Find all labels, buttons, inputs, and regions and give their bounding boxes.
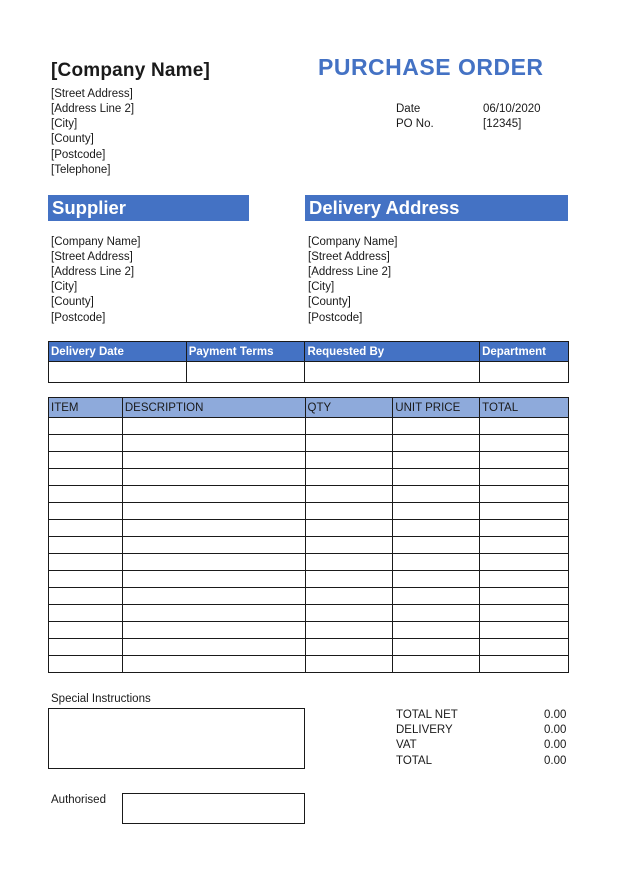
grand-total-label: TOTAL: [396, 755, 432, 767]
line-item-cell[interactable]: [122, 469, 305, 486]
document-title: PURCHASE ORDER: [318, 54, 544, 80]
table-row: [49, 622, 569, 639]
order-info-table: [48, 341, 569, 383]
grand-total-value: 0.00: [544, 755, 567, 767]
vat-label: VAT: [396, 739, 417, 751]
line-item-cell[interactable]: [393, 588, 480, 605]
line-item-cell[interactable]: [49, 554, 123, 571]
line-item-cell[interactable]: [305, 554, 393, 571]
delivery-value: 0.00: [544, 724, 567, 736]
line-item-cell[interactable]: [305, 605, 393, 622]
sender-address-line: [Address Line 2]: [51, 103, 135, 115]
table-row: [49, 554, 569, 571]
item-header: ITEM: [49, 398, 123, 418]
sender-address-line: [County]: [51, 133, 94, 145]
line-item-cell[interactable]: [480, 571, 569, 588]
line-item-cell[interactable]: [393, 639, 480, 656]
authorised-signature-box[interactable]: [122, 793, 305, 824]
line-item-cell[interactable]: [122, 520, 305, 537]
line-item-cell[interactable]: [305, 435, 393, 452]
line-item-cell[interactable]: [480, 605, 569, 622]
line-item-cell[interactable]: [49, 486, 123, 503]
line-item-cell[interactable]: [122, 588, 305, 605]
line-item-cell[interactable]: [393, 469, 480, 486]
line-item-cell[interactable]: [480, 503, 569, 520]
payment-terms-header: Payment Terms: [186, 342, 305, 362]
line-item-cell[interactable]: [49, 537, 123, 554]
line-item-cell[interactable]: [305, 452, 393, 469]
line-item-cell[interactable]: [122, 571, 305, 588]
delivery-address-heading: Delivery Address: [305, 195, 568, 221]
po-number-value: [12345]: [483, 118, 522, 130]
line-item-cell[interactable]: [305, 588, 393, 605]
total-net-label: TOTAL NET: [396, 709, 458, 721]
unit-price-header: UNIT PRICE: [393, 398, 480, 418]
line-item-cell[interactable]: [393, 520, 480, 537]
authorised-label: Authorised: [51, 794, 106, 806]
line-item-cell[interactable]: [122, 452, 305, 469]
delivery-line: [Company Name]: [308, 236, 398, 248]
company-name: [Company Name]: [51, 60, 211, 81]
table-row: [49, 571, 569, 588]
line-item-cell[interactable]: [393, 605, 480, 622]
line-item-cell[interactable]: [122, 554, 305, 571]
line-item-cell[interactable]: [393, 435, 480, 452]
sender-address-line: [City]: [51, 118, 78, 130]
delivery-line: [Address Line 2]: [308, 266, 392, 278]
table-row: [49, 435, 569, 452]
line-item-cell[interactable]: [480, 588, 569, 605]
line-item-cell[interactable]: [122, 418, 305, 435]
table-row: [49, 452, 569, 469]
table-row: [49, 656, 569, 673]
line-item-cell[interactable]: [393, 503, 480, 520]
line-item-cell[interactable]: [49, 656, 123, 673]
line-item-cell[interactable]: [480, 656, 569, 673]
line-item-cell[interactable]: [393, 554, 480, 571]
table-row: [49, 588, 569, 605]
line-item-cell[interactable]: [480, 452, 569, 469]
delivery-line: [County]: [308, 296, 351, 308]
line-item-cell[interactable]: [49, 605, 123, 622]
line-item-cell[interactable]: [480, 418, 569, 435]
line-item-cell[interactable]: [122, 503, 305, 520]
line-item-cell[interactable]: [393, 418, 480, 435]
sender-address-line: [Street Address]: [51, 88, 133, 100]
table-row: [49, 605, 569, 622]
sender-address-line: [Telephone]: [51, 164, 111, 176]
line-item-cell[interactable]: [305, 469, 393, 486]
line-item-cell[interactable]: [480, 435, 569, 452]
special-instructions-label: Special Instructions: [51, 693, 151, 705]
date-value: 06/10/2020: [483, 103, 541, 115]
line-item-cell[interactable]: [305, 537, 393, 554]
line-items-body: [49, 418, 569, 673]
line-item-cell[interactable]: [305, 486, 393, 503]
delivery-line: [City]: [308, 281, 335, 293]
supplier-line: [Street Address]: [51, 251, 133, 263]
line-item-cell[interactable]: [49, 435, 123, 452]
line-item-cell[interactable]: [480, 469, 569, 486]
line-item-cell[interactable]: [49, 452, 123, 469]
payment-terms-cell[interactable]: [186, 362, 305, 383]
table-row: [49, 469, 569, 486]
line-item-cell[interactable]: [122, 639, 305, 656]
line-item-cell[interactable]: [480, 554, 569, 571]
line-item-cell[interactable]: [122, 656, 305, 673]
date-label: Date: [396, 103, 421, 115]
line-item-cell[interactable]: [49, 571, 123, 588]
supplier-heading: Supplier: [48, 195, 249, 221]
line-item-cell[interactable]: [305, 503, 393, 520]
requested-by-cell[interactable]: [305, 362, 480, 383]
line-item-cell[interactable]: [393, 537, 480, 554]
line-item-cell[interactable]: [480, 639, 569, 656]
special-instructions-box[interactable]: [48, 708, 305, 769]
supplier-line: [County]: [51, 296, 94, 308]
line-item-cell[interactable]: [122, 622, 305, 639]
line-item-cell[interactable]: [49, 469, 123, 486]
delivery-line: [Postcode]: [308, 312, 363, 324]
description-header: DESCRIPTION: [122, 398, 305, 418]
total-net-value: 0.00: [544, 709, 567, 721]
line-item-cell[interactable]: [393, 452, 480, 469]
line-item-cell[interactable]: [480, 537, 569, 554]
line-item-cell[interactable]: [393, 571, 480, 588]
line-item-cell[interactable]: [122, 605, 305, 622]
line-item-cell[interactable]: [393, 656, 480, 673]
delivery-date-header: Delivery Date: [49, 342, 187, 362]
line-item-cell[interactable]: [122, 435, 305, 452]
supplier-line: [Company Name]: [51, 236, 141, 248]
line-item-cell[interactable]: [49, 418, 123, 435]
line-item-cell[interactable]: [480, 486, 569, 503]
delivery-line: [Street Address]: [308, 251, 390, 263]
supplier-line: [Postcode]: [51, 312, 106, 324]
table-row: [49, 639, 569, 656]
table-row: [49, 418, 569, 435]
line-item-cell[interactable]: [305, 639, 393, 656]
table-row: [49, 520, 569, 537]
department-cell[interactable]: [480, 362, 569, 383]
supplier-line: [Address Line 2]: [51, 266, 135, 278]
requested-by-header: Requested By: [305, 342, 480, 362]
line-item-cell[interactable]: [480, 520, 569, 537]
total-header: TOTAL: [480, 398, 569, 418]
line-item-cell[interactable]: [122, 537, 305, 554]
line-item-cell[interactable]: [393, 622, 480, 639]
table-row: [49, 503, 569, 520]
vat-value: 0.00: [544, 739, 567, 751]
department-header: Department: [480, 342, 569, 362]
table-row: [49, 537, 569, 554]
line-item-cell[interactable]: [122, 486, 305, 503]
line-item-cell[interactable]: [49, 503, 123, 520]
line-item-cell[interactable]: [305, 571, 393, 588]
line-item-cell[interactable]: [393, 486, 480, 503]
line-item-cell[interactable]: [49, 622, 123, 639]
qty-header: QTY: [305, 398, 393, 418]
po-number-label: PO No.: [396, 118, 434, 130]
line-items-table: [48, 397, 569, 673]
line-item-cell[interactable]: [305, 622, 393, 639]
line-item-cell[interactable]: [305, 656, 393, 673]
line-item-cell[interactable]: [305, 418, 393, 435]
table-row: [49, 486, 569, 503]
line-item-cell[interactable]: [480, 622, 569, 639]
delivery-label: DELIVERY: [396, 724, 453, 736]
line-item-cell[interactable]: [49, 639, 123, 656]
line-item-cell[interactable]: [49, 520, 123, 537]
supplier-line: [City]: [51, 281, 78, 293]
sender-address-line: [Postcode]: [51, 149, 106, 161]
line-item-cell[interactable]: [49, 588, 123, 605]
delivery-date-cell[interactable]: [49, 362, 187, 383]
line-item-cell[interactable]: [305, 520, 393, 537]
